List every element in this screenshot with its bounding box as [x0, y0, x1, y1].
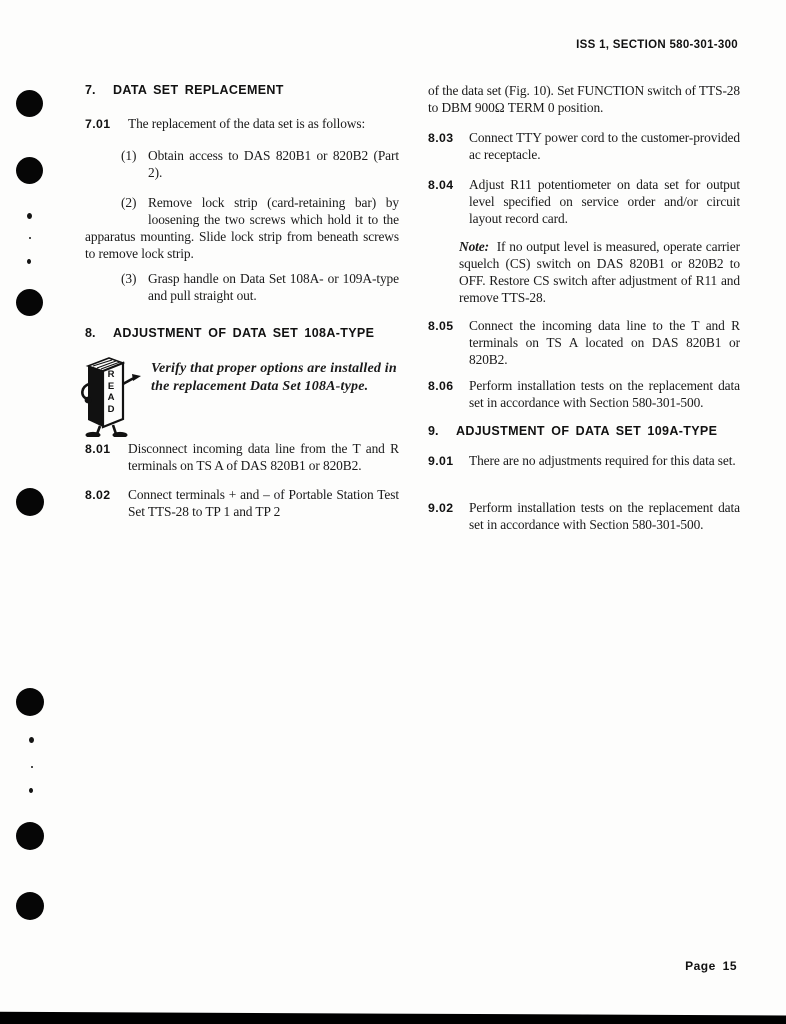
list-item-3 [85, 270, 399, 304]
section-9-heading [428, 423, 740, 440]
paragraph-7-01 [85, 115, 399, 133]
paragraph-9-01 [428, 452, 740, 487]
continuation-paragraph [428, 82, 740, 116]
paragraph-number: 9.01 [428, 454, 454, 468]
binder-hole [16, 688, 44, 716]
paragraph-8-02 [85, 486, 399, 521]
note-label: Note: [459, 239, 489, 254]
read-mascot-icon [78, 353, 142, 437]
list-item-text: Obtain access to DAS 820B1 or 820B2 (Part 2). [148, 148, 399, 180]
scan-speck [27, 259, 31, 264]
paragraph-number: 8.05 [428, 319, 454, 333]
header-issue-line: ISS 1, SECTION 580-301-300 [576, 39, 738, 51]
left-column [85, 82, 399, 521]
list-item-marker: (1) [121, 148, 137, 163]
paragraph-text: Adjust R11 potentiometer on data set for output level specified on service order and/or circuit layout record card. [469, 177, 740, 226]
section-7-title: DATA SET REPLACEMENT [113, 83, 284, 97]
section-7-number: 7. [85, 83, 96, 97]
list-item-marker: (2) [121, 195, 137, 210]
scan-edge-bar [0, 1007, 786, 1024]
paragraph-text: Disconnect incoming data line from the T and R terminals on TS A of DAS 820B1 or 820B2. [128, 441, 399, 473]
section-8-heading [85, 325, 399, 342]
paragraph-8-05 [428, 317, 740, 368]
scan-speck [29, 788, 33, 793]
paragraph-number: 9.02 [428, 501, 454, 515]
paragraph-number: 7.01 [85, 117, 111, 131]
list-item-1 [85, 147, 399, 181]
binder-hole [16, 90, 43, 117]
binder-hole [16, 488, 44, 516]
section-9-number: 9. [428, 424, 439, 438]
paragraph-number: 8.01 [85, 442, 111, 456]
page-number-label: Page 15 [685, 959, 737, 973]
paragraph-text: There are no adjustments required for this data set. [469, 453, 736, 468]
paragraph-9-02 [428, 499, 740, 534]
paragraph-text: of the data set (Fig. 10). Set FUNCTION switch of TTS-28 to DBM 900Ω TERM 0 position. [428, 83, 740, 115]
paragraph-8-03 [428, 129, 740, 164]
scan-speck [29, 237, 31, 239]
right-column [428, 82, 740, 534]
section-8-title: ADJUSTMENT OF DATA SET 108A-TYPE [113, 326, 375, 340]
paragraph-number: 8.04 [428, 178, 454, 192]
paragraph-text: Connect terminals + and – of Portable Station Test Set TTS-28 to TP 1 and TP 2 [128, 487, 399, 519]
list-item-marker: (3) [121, 271, 137, 286]
binder-hole [16, 892, 44, 920]
list-item-text: Remove lock strip (card-retaining bar) by loosening the two screws which hold it to the apparatus mounting. Slide lock strip from beneath screws to remove lock strip. [85, 195, 399, 261]
note-block [459, 238, 740, 306]
scan-speck [29, 737, 34, 743]
paragraph-number: 8.03 [428, 131, 454, 145]
paragraph-8-01 [85, 440, 399, 475]
paragraph-number: 8.02 [85, 488, 111, 502]
binder-hole [16, 157, 43, 184]
read-mascot-label: READ [107, 369, 115, 415]
paragraph-text: The replacement of the data set is as follows: [128, 116, 366, 131]
list-item-text: Grasp handle on Data Set 108A- or 109A-type and pull straight out. [148, 271, 399, 303]
note-text: If no output level is measured, operate carrier squelch (CS) switch on DAS 820B1 or 820B2 to OFF. Restore CS switch after adjustment of R11 and remove TTS-28. [459, 239, 740, 305]
paragraph-text: Perform installation tests on the replacement data set in accordance with Section 580-301-500. [469, 500, 740, 532]
binder-hole [16, 822, 44, 850]
read-callout [85, 351, 399, 435]
read-note-text: Verify that proper options are installed in the replacement Data Set 108A-type. [151, 361, 397, 394]
section-7-heading [85, 82, 399, 99]
paragraph-text: Connect the incoming data line to the T and R terminals on TS A located on DAS 820B1 or 820B2. [469, 318, 740, 367]
section-9-title: ADJUSTMENT OF DATA SET 109A-TYPE [456, 424, 718, 438]
list-item-2 [85, 194, 399, 262]
paragraph-text: Perform installation tests on the replacement data set in accordance with Section 580-301-500. [469, 378, 740, 410]
paragraph-text: Connect TTY power cord to the customer-provided ac receptacle. [469, 130, 740, 162]
paragraph-number: 8.06 [428, 379, 454, 393]
scan-speck [27, 213, 32, 219]
paragraph-8-04 [428, 176, 740, 227]
scan-speck [31, 766, 33, 768]
binder-hole [16, 289, 43, 316]
section-8-number: 8. [85, 326, 96, 340]
paragraph-8-06 [428, 377, 740, 412]
